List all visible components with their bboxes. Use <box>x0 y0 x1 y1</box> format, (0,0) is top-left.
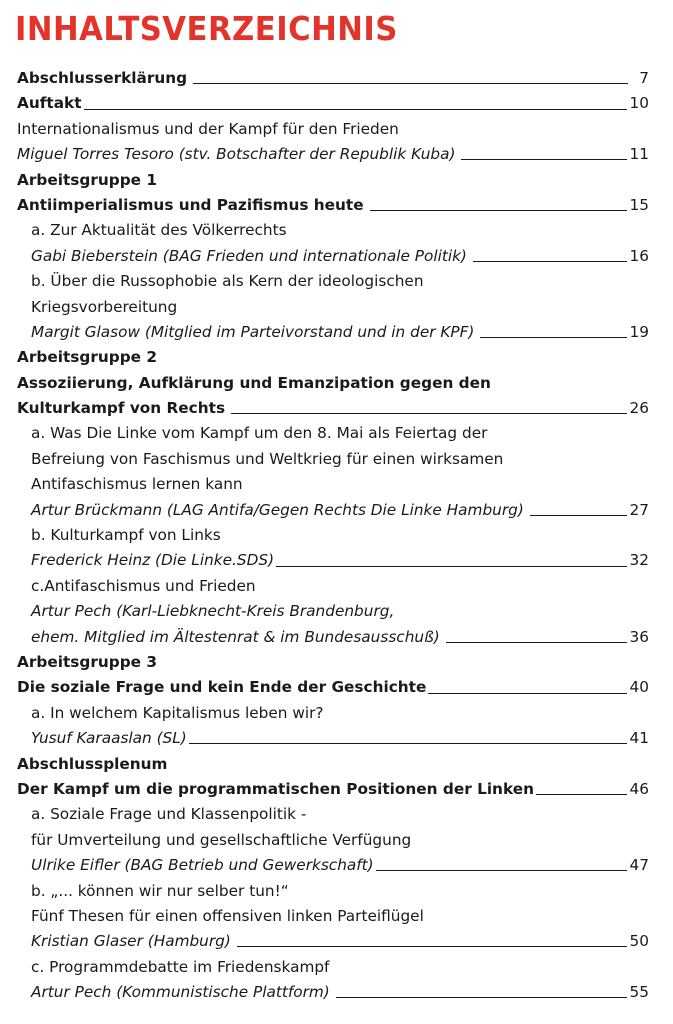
toc-entry-text: Artur Brückmann (LAG Antifa/Gegen Rechts Die Linke Hamburg) <box>31 500 524 519</box>
toc-entry-text: Miguel Torres Tesoro (stv. Botschafter der Republik Kuba) <box>17 145 456 164</box>
toc-entry <box>0 345 673 370</box>
toc-entry-text: Arbeitsgruppe 1 <box>17 170 157 189</box>
toc-entry <box>0 269 673 294</box>
toc-entry-text: Margit Glasow (Mitglied im Parteivorstand und in der KPF) <box>31 322 475 341</box>
page-number: 50 <box>629 932 649 951</box>
toc-entry[interactable] <box>0 726 673 751</box>
toc-entry[interactable] <box>0 853 673 878</box>
toc-entry[interactable] <box>0 244 673 269</box>
toc-entry-text: Arbeitsgruppe 2 <box>17 348 157 367</box>
page-number: 41 <box>629 729 649 748</box>
page-number: 16 <box>629 246 649 265</box>
leader-line <box>84 109 627 110</box>
leader-line <box>461 159 626 160</box>
page-number: 47 <box>629 856 649 875</box>
toc-entry <box>0 650 673 675</box>
toc-entry[interactable] <box>0 91 673 116</box>
toc-entry <box>0 523 673 548</box>
page-number: 15 <box>629 195 649 214</box>
toc-entry[interactable] <box>0 980 673 1005</box>
toc-entry-text: Artur Pech (Kommunistische Plattform) <box>31 983 330 1002</box>
leader-line <box>473 261 627 262</box>
toc-entry-text: a. Zur Aktualität des Völkerrechts <box>31 221 287 240</box>
toc-entry <box>0 752 673 777</box>
toc-entry[interactable] <box>0 320 673 345</box>
toc-entry[interactable] <box>0 929 673 954</box>
toc-entry <box>0 295 673 320</box>
toc-entry <box>0 599 673 624</box>
toc-entry-text: Ulrike Eifler (BAG Betrieb und Gewerkschaft) <box>31 856 374 875</box>
page-number: 55 <box>629 983 649 1002</box>
page-number: 19 <box>629 322 649 341</box>
toc-entry-text: Der Kampf um die programmatischen Positionen der Linken <box>17 779 534 798</box>
table-of-contents <box>0 66 673 1005</box>
page-number: 10 <box>629 94 649 113</box>
toc-entry-text: Antiimperialismus und Pazifismus heute <box>17 195 364 214</box>
toc-entry <box>0 802 673 827</box>
toc-entry-text: c. Programmdebatte im Friedenskampf <box>31 957 330 976</box>
toc-entry <box>0 904 673 929</box>
leader-line <box>370 210 627 211</box>
toc-entry[interactable] <box>0 777 673 802</box>
toc-entry <box>0 472 673 497</box>
toc-entry[interactable] <box>0 498 673 523</box>
toc-entry <box>0 574 673 599</box>
toc-entry[interactable] <box>0 66 673 91</box>
toc-entry-text: Internationalismus und der Kampf für den Frieden <box>17 119 399 138</box>
toc-entry <box>0 701 673 726</box>
toc-entry-text: Abschlusserklärung <box>17 69 188 87</box>
toc-entry-text: Gabi Bieberstein (BAG Frieden und internationale Politik) <box>31 246 467 265</box>
leader-line <box>376 870 627 871</box>
page-title: INHALTSVERZEICHNIS <box>15 9 398 48</box>
page-number: 32 <box>629 551 649 570</box>
page-number: 27 <box>629 500 649 519</box>
leader-line <box>231 413 626 414</box>
toc-entry-text: Die soziale Frage und kein Ende der Geschichte <box>17 678 427 697</box>
toc-entry-text: Befreiung von Faschismus und Weltkrieg für einen wirksamen <box>31 449 504 468</box>
toc-entry-text: Kristian Glaser (Hamburg) <box>31 932 231 951</box>
toc-entry-text: Frederick Heinz (Die Linke.SDS) <box>31 551 275 570</box>
page-number: 36 <box>629 627 649 646</box>
toc-entry-text: Artur Pech (Karl-Liebknecht-Kreis Brandenburg, <box>31 602 395 621</box>
toc-entry <box>0 371 673 396</box>
toc-entry-text: Yusuf Karaaslan (SL) <box>31 729 187 748</box>
toc-entry-text: Kulturkampf von Rechts <box>17 399 226 418</box>
leader-line <box>237 946 627 947</box>
toc-entry[interactable] <box>0 548 673 573</box>
toc-entry-text: a. In welchem Kapitalismus leben wir? <box>31 703 324 722</box>
toc-entry <box>0 955 673 980</box>
toc-entry[interactable] <box>0 625 673 650</box>
leader-line <box>193 83 628 84</box>
page-number: 7 <box>639 69 649 87</box>
leader-line <box>276 566 626 567</box>
leader-line <box>189 743 627 744</box>
toc-entry[interactable] <box>0 396 673 421</box>
toc-entry[interactable] <box>0 675 673 700</box>
leader-line <box>336 997 627 998</box>
toc-entry <box>0 168 673 193</box>
toc-entry-text: c.Antifaschismus und Frieden <box>31 576 256 595</box>
page-number: 11 <box>629 145 649 164</box>
toc-entry-text: a. Soziale Frage und Klassenpolitik - <box>31 805 307 824</box>
page-number: 26 <box>629 399 649 418</box>
toc-entry <box>0 421 673 446</box>
page-number: 46 <box>629 779 649 798</box>
toc-entry-text: Antifaschismus lernen kann <box>31 475 243 494</box>
leader-line <box>536 794 627 795</box>
leader-line <box>480 337 626 338</box>
toc-entry-text: für Umverteilung und gesellschaftliche Verfügung <box>31 830 412 849</box>
toc-entry-text: Fünf Thesen für einen offensiven linken Parteiflügel <box>31 906 424 925</box>
toc-entry <box>0 879 673 904</box>
toc-entry-text: ehem. Mitglied im Ältestenrat & im Bundesausschuß) <box>31 627 440 646</box>
toc-entry-text: a. Was Die Linke vom Kampf um den 8. Mai als Feiertag der <box>31 424 488 443</box>
leader-line <box>446 642 627 643</box>
toc-entry-text: b. Kulturkampf von Links <box>31 526 221 545</box>
page-number: 40 <box>629 678 649 697</box>
leader-line <box>428 693 626 694</box>
toc-entry-text: Abschlussplenum <box>17 754 168 773</box>
toc-entry <box>0 218 673 243</box>
toc-entry-text: Arbeitsgruppe 3 <box>17 652 157 671</box>
toc-entry-text: b. „... können wir nur selber tun!“ <box>31 881 289 900</box>
toc-entry <box>0 117 673 142</box>
leader-line <box>530 515 627 516</box>
toc-entry[interactable] <box>0 193 673 218</box>
toc-entry <box>0 447 673 472</box>
toc-entry-text: Auftakt <box>17 94 82 113</box>
toc-entry-text: Kriegsvorbereitung <box>31 297 178 316</box>
toc-entry-text: Assoziierung, Aufklärung und Emanzipation gegen den <box>17 373 491 392</box>
toc-entry[interactable] <box>0 142 673 167</box>
toc-entry <box>0 828 673 853</box>
toc-entry-text: b. Über die Russophobie als Kern der ideologischen <box>31 272 424 291</box>
